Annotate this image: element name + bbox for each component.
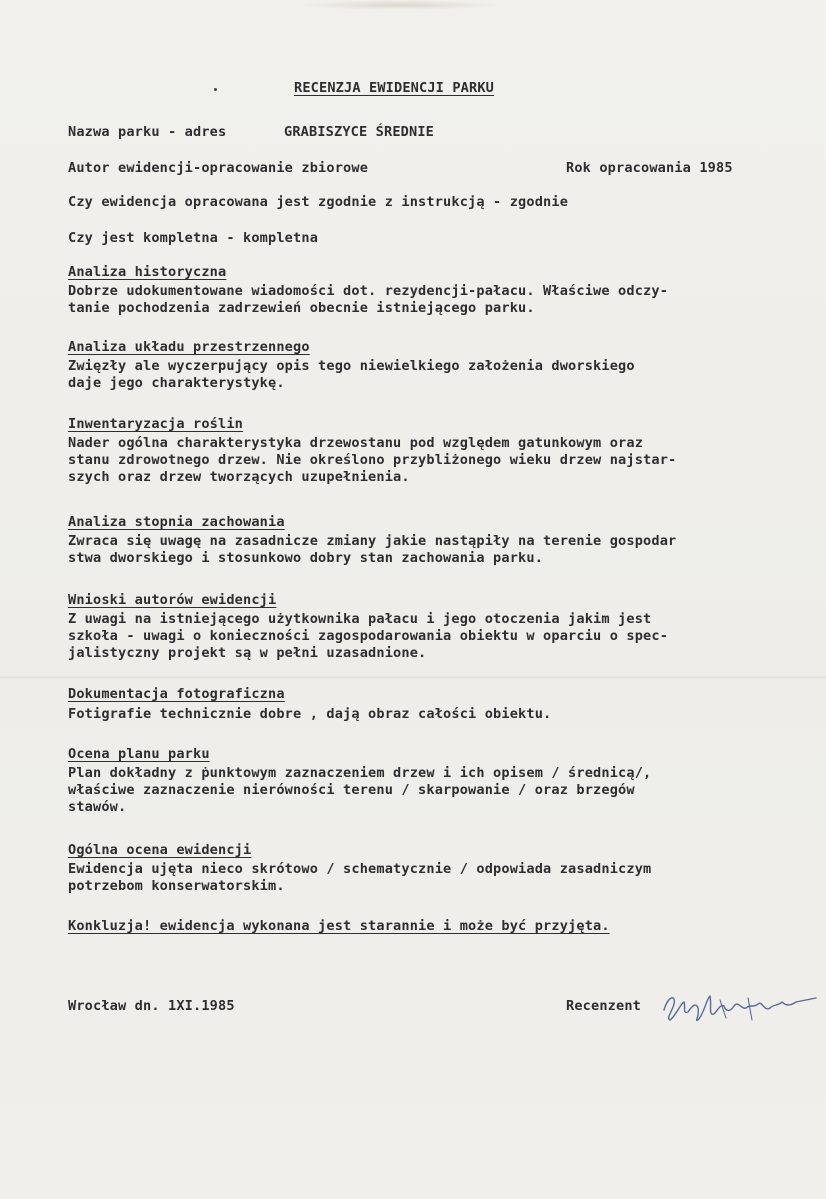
park-name-value: GRABISZYCE ŚREDNIE: [284, 124, 435, 140]
section-line: Dobrze udokumentowane wiadomości dot. rezydencji-pałacu. Właściwe odczy-: [68, 283, 669, 299]
section-line: stawów.: [68, 799, 127, 815]
section-line: szych oraz drzew tworzących uzupełnienia.: [68, 469, 410, 485]
section-heading: Dokumentacja fotograficzna: [68, 686, 285, 702]
signature-icon: [660, 990, 820, 1024]
question-completeness: Czy jest kompletna - kompletna: [68, 230, 319, 246]
document-title: RECENZJA EWIDENCJI PARKU: [294, 80, 495, 96]
section-author-conclusions: [68, 592, 668, 662]
section-line: Z uwagi na istniejącego użytkownika pałacu i jego otoczenia jakim jest: [68, 611, 652, 627]
year-label: Rok opracowania 1985: [566, 160, 733, 176]
park-name-label: Nazwa parku - adres: [68, 124, 227, 140]
section-line: Ewidencja ujęta nieco skrótowo / schematycznie / odpowiada zasadniczym: [68, 861, 652, 877]
section-line: szkoła - uwagi o konieczności zagospodarowania obiektu w oparciu o spec-: [68, 628, 669, 644]
section-line: stwa dworskiego i stosunkowo dobry stan zachowania parku.: [68, 550, 544, 566]
section-heading: Analiza stopnia zachowania: [68, 514, 285, 530]
reviewer-label: Recenzent: [566, 998, 642, 1014]
section-plant-inventory: [68, 416, 676, 486]
section-line: potrzebom konserwatorskim.: [68, 878, 285, 894]
section-historical-analysis: [68, 264, 668, 317]
section-heading: Analiza układu przestrzennego: [68, 339, 310, 355]
section-heading: Ocena planu parku: [68, 746, 210, 762]
section-line: daje jego charakterystykę.: [68, 375, 285, 391]
section-line: Nader ogólna charakterystyka drzewostanu pod względem gatunkowym oraz: [68, 435, 644, 451]
place-date: Wrocław dn. 1XI.1985: [68, 998, 235, 1014]
paper-fold: [0, 676, 826, 679]
section-preservation-analysis: [68, 514, 676, 567]
section-line: Fotigrafie technicznie dobre , dają obraz całości obiektu.: [68, 706, 552, 722]
section-park-plan: [68, 746, 651, 816]
section-heading: Ogólna ocena ewidencji: [68, 842, 252, 858]
conclusion: Konkluzja! ewidencja wykonana jest starannie i może być przyjęta.: [68, 918, 610, 934]
section-line: Plan dokładny z ṗunktowym zaznaczeniem drzew i ich opisem / średnicą/,: [68, 765, 652, 781]
section-line: Zwięzły ale wyczerpujący opis tego niewielkiego założenia dworskiego: [68, 358, 635, 374]
paper-stain: [300, 0, 500, 10]
ink-dot: [214, 88, 217, 91]
section-heading: Wnioski autorów ewidencji: [68, 592, 277, 608]
section-line: jalistyczny projekt są w pełni uzasadnione.: [68, 645, 427, 661]
section-general-assessment: [68, 842, 651, 895]
section-spatial-analysis: [68, 339, 635, 392]
section-line: stanu zdrowotnego drzew. Nie określono przybliżonego wieku drzew najstar-: [68, 452, 677, 468]
section-line: Zwraca się uwagę na zasadnicze zmiany jakie nastąpiły na terenie gospodar: [68, 533, 677, 549]
section-photo-documentation: [68, 686, 551, 723]
author-label: Autor ewidencji-opracowanie zbiorowe: [68, 160, 369, 176]
section-line: tanie pochodzenia zadrzewień obecnie istniejącego parku.: [68, 300, 535, 316]
section-heading: Inwentaryzacja roślin: [68, 416, 244, 432]
section-heading: Analiza historyczna: [68, 264, 227, 280]
section-line: właściwe zaznaczenie nierówności terenu / skarpowanie / oraz brzegów: [68, 782, 635, 798]
question-compliance: Czy ewidencja opracowana jest zgodnie z instrukcją - zgodnie: [68, 194, 569, 210]
